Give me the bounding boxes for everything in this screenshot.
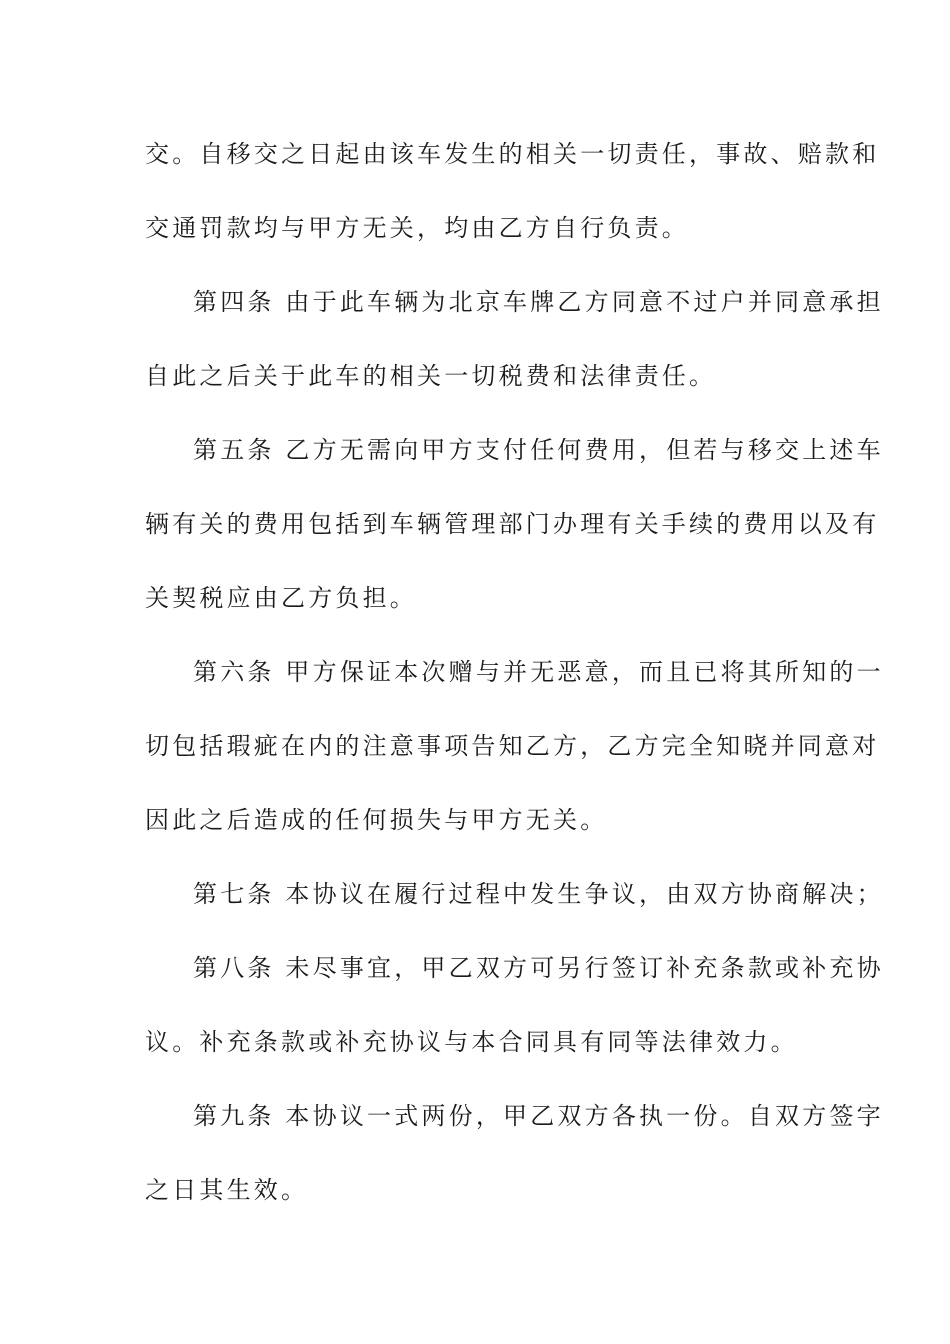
clause-6-line-3: 因此之后造成的任何损失与甲方无关。 — [145, 806, 608, 834]
clause-9-line-2: 之日其生效。 — [145, 1176, 309, 1204]
clause-5-line-1: 第五条 乙方无需向甲方支付任何费用，但若与移交上述车 — [193, 436, 884, 464]
clause-6-line-2: 切包括瑕疵在内的注意事项告知乙方，乙方完全知晓并同意对 — [145, 732, 880, 760]
clause-4-line-1: 第四条 由于此车辆为北京车牌乙方同意不过户并同意承担 — [193, 288, 884, 316]
clause-8-line-2: 议。补充条款或补充协议与本合同具有同等法律效力。 — [145, 1028, 798, 1056]
clause-3-continuation-line-1: 交。自移交之日起由该车发生的相关一切责任，事故、赔款和 — [145, 140, 880, 168]
clause-9-line-1: 第九条 本协议一式两份，甲乙双方各执一份。自双方签字 — [193, 1102, 884, 1130]
clause-7-line-1: 第七条 本协议在履行过程中发生争议，由双方协商解决； — [193, 880, 884, 908]
clause-4-line-2: 自此之后关于此车的相关一切税费和法律责任。 — [145, 362, 717, 390]
clause-8-line-1: 第八条 未尽事宜，甲乙双方可另行签订补充条款或补充协 — [193, 954, 884, 982]
clause-6-line-1: 第六条 甲方保证本次赠与并无恶意，而且已将其所知的一 — [193, 658, 884, 686]
clause-3-continuation-line-2: 交通罚款均与甲方无关，均由乙方自行负责。 — [145, 214, 689, 242]
clause-5-line-2: 辆有关的费用包括到车辆管理部门办理有关手续的费用以及有 — [145, 510, 880, 538]
clause-5-line-3: 关契税应由乙方负担。 — [145, 584, 417, 612]
